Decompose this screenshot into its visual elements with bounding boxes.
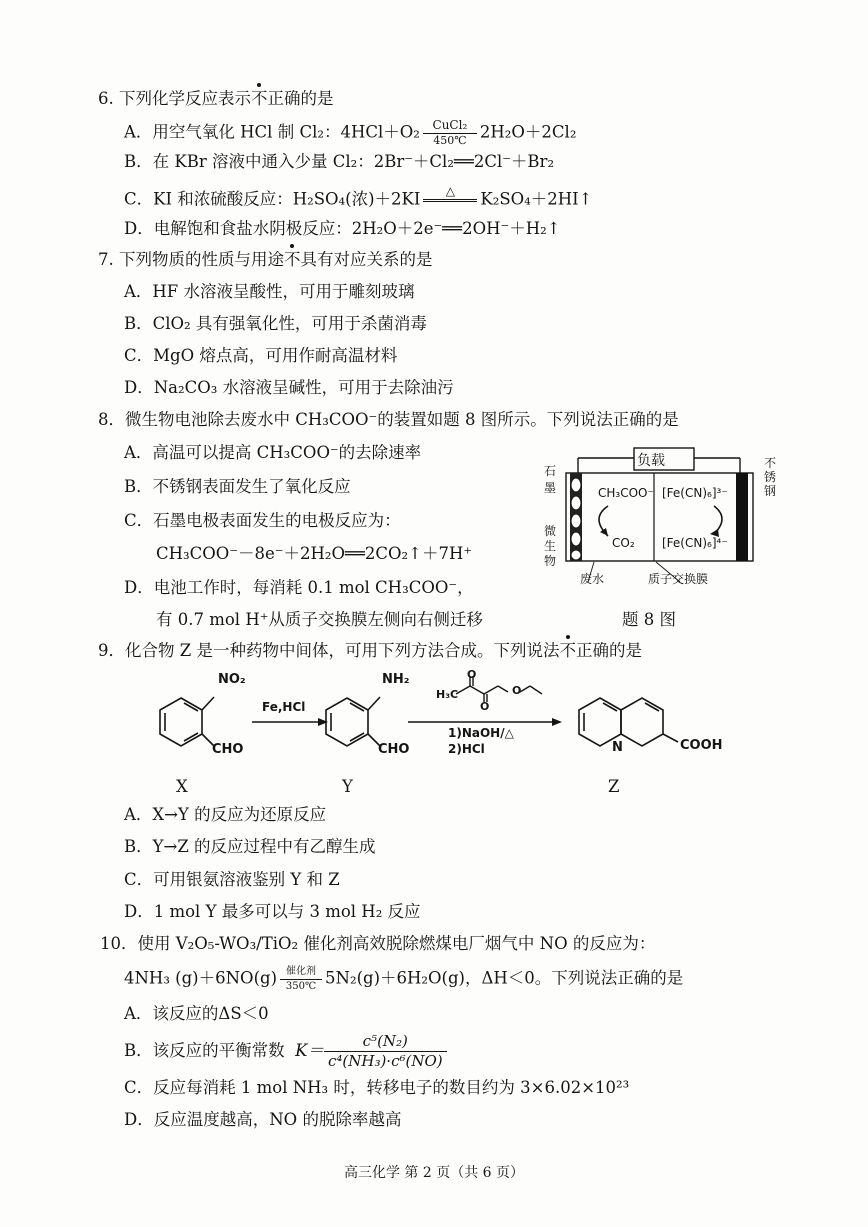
q10-equation: 4NH₃ (g)＋6NO(g) 催化剂 350℃ 5N₂(g)＋6H₂O(g)，ΔH＜0。下列说法正确的是 bbox=[124, 966, 684, 992]
condition-hcl: 2)HCl bbox=[448, 742, 485, 756]
emphasis-mark: 不 bbox=[284, 250, 301, 269]
q8-option-d: D．电池工作时，每消耗 0.1 mol CH₃COO⁻， bbox=[124, 578, 474, 597]
q8-option-b: B．不锈钢表面发生了氧化反应 bbox=[124, 477, 351, 496]
page-footer: 高三化学 第 2 页（共 6 页） bbox=[343, 1165, 525, 1181]
microbe bbox=[571, 514, 581, 528]
q8-stem: 8．微生物电池除去废水中 CH₃COO⁻的装置如题 8 图所示。下列说法正确的是 bbox=[98, 410, 679, 429]
q8-option-c: C．石墨电极表面发生的电极反应为： bbox=[124, 511, 401, 530]
q7-option-b: B．ClO₂ 具有强氧化性，可用于杀菌消毒 bbox=[124, 314, 427, 333]
q10-option-d: D．反应温度越高，NO 的脱除率越高 bbox=[124, 1110, 402, 1129]
membrane-label: 质子交换膜 bbox=[648, 572, 709, 586]
q7-stem: 7. 下列物质的性质与用途不具有对应关系的是 bbox=[98, 250, 433, 269]
q6-option-c: C．KI 和浓硫酸反应：H₂SO₄(浓)＋2KI △ K₂SO₄＋2HI↑ bbox=[124, 185, 593, 215]
q7-option-d: D．Na₂CO₃ 水溶液呈碱性，可用于去除油污 bbox=[124, 378, 454, 397]
nitro-group: NO₂ bbox=[218, 672, 246, 687]
q6-stem: 6. 下列化学反应表示不正确的是 bbox=[98, 89, 334, 108]
keto-oxygen: O bbox=[467, 668, 477, 681]
microbe-label: 微 生 物 bbox=[544, 524, 557, 568]
q6-option-a: A．用空气氧化 HCl 制 Cl₂：4HCl＋O₂ CuCl₂ 450℃ 2H₂O＋2Cl₂ bbox=[124, 118, 577, 147]
q9-option-c: C．可用银氨溶液鉴别 Y 和 Z bbox=[124, 870, 340, 889]
amino-group: NH₂ bbox=[382, 672, 410, 687]
reagent-fe-hcl: Fe,HCl bbox=[262, 700, 306, 714]
q9-option-a: A．X→Y 的反应为还原反应 bbox=[124, 805, 327, 824]
q6-option-d: D．电解饱和食盐水阴极反应：2H₂O＋2e⁻══2OH⁻＋H₂↑ bbox=[124, 219, 561, 238]
steel-electrode bbox=[736, 473, 748, 561]
reaction-condition: △ bbox=[423, 185, 477, 215]
q9-option-b: B．Y→Z 的反应过程中有乙醇生成 bbox=[124, 837, 376, 856]
q10-option-a: A．该反应的ΔS＜0 bbox=[124, 1004, 269, 1023]
ester-oxygen: O bbox=[480, 700, 490, 713]
microbe bbox=[571, 496, 581, 510]
ferrocyanide-label: [Fe(CN)₆]⁴⁻ bbox=[662, 536, 728, 550]
figure-caption: 题 8 图 bbox=[622, 610, 676, 629]
methyl-label: H₃C bbox=[436, 688, 459, 701]
aldehyde-group-x: CHO bbox=[212, 742, 244, 757]
label-y: Y bbox=[342, 777, 353, 796]
q6-option-b: B．在 KBr 溶液中通入少量 Cl₂：2Br⁻＋Cl₂══2Cl⁻＋Br₂ bbox=[124, 152, 555, 171]
steel-label: 不 锈 钢 bbox=[764, 456, 777, 498]
condition-naoh: 1)NaOH/△ bbox=[448, 726, 514, 740]
q9-stem: 9．化合物 Z 是一种药物中间体，可用下列方法合成。下列说法不正确的是 bbox=[98, 641, 642, 660]
co2-label: CO₂ bbox=[612, 536, 635, 550]
equilibrium-constant-fraction: $\frac{\text{c⁵(N₂)}}{\text{c⁴(NH₃)·c⁶(NO)}}$ bbox=[324, 1032, 447, 1071]
carboxyl-group: COOH bbox=[680, 738, 723, 753]
graphite-label: 石 墨 bbox=[544, 464, 557, 495]
aldehyde-group-y: CHO bbox=[378, 742, 410, 757]
q9-option-d: D．1 mol Y 最多可以与 3 mol H₂ 反应 bbox=[124, 902, 421, 921]
load-label: 负载 bbox=[637, 453, 665, 469]
arrow-head bbox=[552, 718, 562, 726]
emphasis-mark: 不 bbox=[559, 641, 576, 660]
arrow-head bbox=[600, 528, 608, 536]
waste-label: 废水 bbox=[580, 572, 605, 586]
label-z: Z bbox=[608, 777, 620, 796]
compound-y bbox=[326, 697, 380, 746]
microbe bbox=[571, 478, 581, 492]
q10-option-b: B．该反应的平衡常数 K＝ $\frac{\text{c⁵(N₂)}}{\text{c⁴(NH₃)·c⁶(NO)}}$ bbox=[124, 1032, 447, 1071]
q7-option-c: C．MgO 熔点高，可用作耐高温材料 bbox=[124, 346, 398, 365]
q10-stem: 10．使用 V₂O₅-WO₃/TiO₂ 催化剂高效脱除燃煤电厂烟气中 NO 的反应为： bbox=[100, 934, 656, 953]
reaction-condition: 催化剂 350℃ bbox=[280, 965, 322, 993]
ring-nitrogen: N bbox=[612, 740, 623, 755]
label-x: X bbox=[176, 777, 188, 796]
emphasis-mark: 不 bbox=[251, 89, 268, 108]
q8-option-d-cont: 有 0.7 mol H⁺从质子交换膜左侧向右侧迁移 bbox=[156, 610, 483, 629]
q8-option-a: A．高温可以提高 CH₃COO⁻的去除速率 bbox=[124, 443, 422, 462]
reaction-condition: CuCl₂ 450℃ bbox=[423, 119, 477, 147]
compound-x bbox=[160, 697, 214, 746]
compound-z bbox=[579, 698, 678, 746]
ester-ether-oxygen: O bbox=[512, 684, 522, 697]
q10-option-c: C．反应每消耗 1 mol NH₃ 时，转移电子的数目约为 3×6.02×10²³ bbox=[124, 1078, 630, 1097]
q8-option-c-equation: CH₃COO⁻－8e⁻＋2H₂O══2CO₂↑＋7H⁺ bbox=[156, 544, 473, 563]
acetate-label: CH₃COO⁻ bbox=[598, 486, 654, 500]
ferricyanide-label: [Fe(CN)₆]³⁻ bbox=[662, 486, 728, 500]
q7-option-a: A．HF 水溶液呈酸性，可用于雕刻玻璃 bbox=[124, 282, 415, 301]
microbe bbox=[571, 532, 581, 546]
microbe bbox=[571, 550, 581, 560]
